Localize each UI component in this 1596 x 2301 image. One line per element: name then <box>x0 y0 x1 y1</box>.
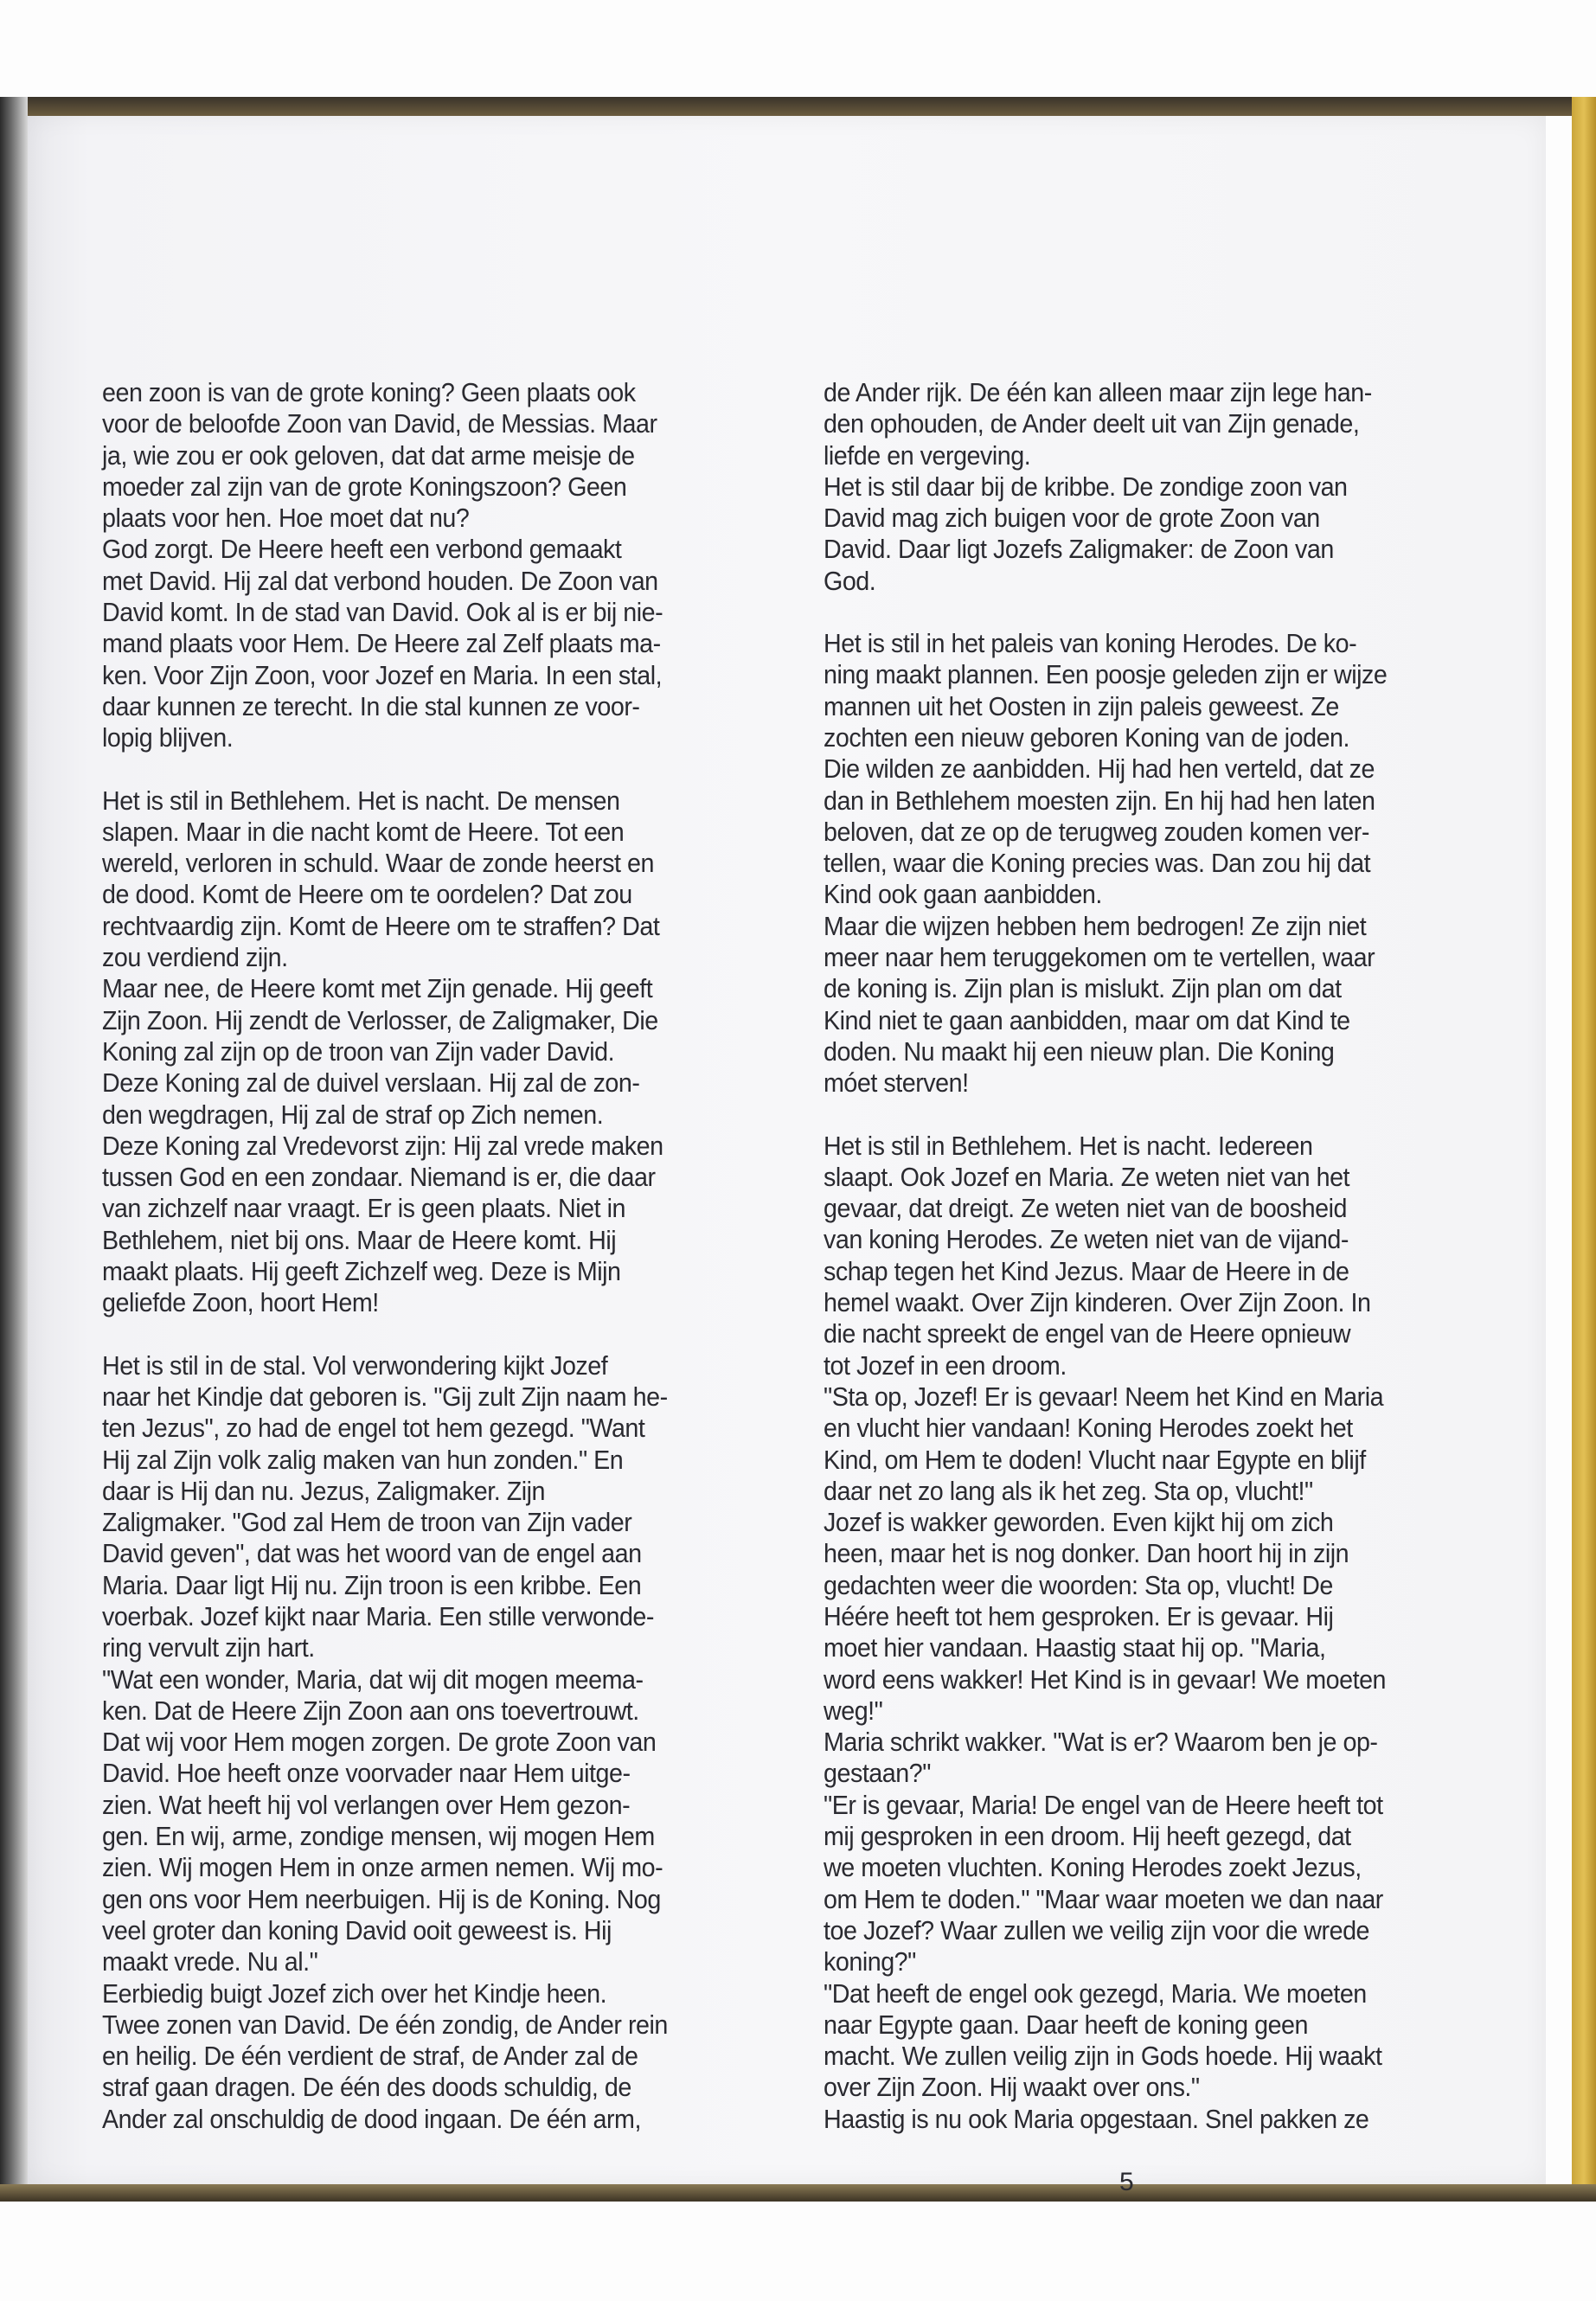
book-cover-edge-right <box>1572 97 1596 2199</box>
paragraph: Het is stil in Bethlehem. Het is nacht. De mensen slapen. Maar in die nacht komt de Heere. Tot een wereld, verloren in schuld. Waar de zonde heerst en de dood. Komt de Heere om te oordelen? Dat zou rechtvaardig zijn. Komt de Heere om te straffen? Dat zou verdiend zijn. Maar nee, de Heere komt met Zijn genade. Hij geeft Zijn Zoon. Hij zendt de Verlosser, de Zaligmaker, Die Koning zal zijn op de troon van Zijn vader David. Deze Koning zal de duivel verslaan. Hij zal de zon- den wegdragen, Hij zal de straf op Zich nemen. Deze Koning zal Vredevorst zijn: Hij zal vrede maken tussen God en een zondaar. Niemand is er, die daar van zichzelf naar vraagt. Er is geen plaats. Niet in Bethlehem, niet bij ons. Maar de Heere komt. Hij maakt plaats. Hij geeft Zichzelf weg. Deze is Mijn geliefde Zoon, hoort Hem! <box>102 785 663 1318</box>
left-text-column <box>102 377 736 2135</box>
paragraph: een zoon is van de grote koning? Geen plaats ook voor de beloofde Zoon van David, de Messias. Maar ja, wie zou er ook geloven, dat dat arme meisje de moeder zal zijn van de grote Koningszoon? Geen plaats voor hen. Hoe moet dat nu? God zorgt. De Heere heeft een verbond gemaakt met David. Hij zal dat verbond houden. De Zoon van David komt. In de stad van David. Ook al is er bij nie- mand plaats voor Hem. De Heere zal Zelf plaats ma- ken. Voor Zijn Zoon, voor Jozef en Maria. In een stal, daar kunnen ze terecht. In die stal kunnen ze voor- lopig blijven. <box>102 378 663 753</box>
book-edge-left <box>0 97 28 2202</box>
right-text-column <box>824 377 1458 2135</box>
book-page <box>28 116 1546 2196</box>
book-edge-top <box>0 97 1596 116</box>
paragraph-break <box>102 1319 736 1350</box>
paragraph-break <box>824 1099 1458 1131</box>
paragraph: Het is stil in het paleis van koning Herodes. De ko- ning maakt plannen. Een poosje geleden zijn er wijze mannen uit het Oosten in zijn paleis geweest. Ze zochten een nieuw geboren Koning van de joden. Die wilden ze aanbidden. Hij had hen verteld, dat ze dan in Bethlehem moesten zijn. En hij had hen laten beloven, dat ze op de terugweg zouden komen ver- tellen, waar die Koning precies was. Dan zou hij dat Kind ook gaan aanbidden. Maar die wijzen hebben hem bedrogen! Ze zijn niet meer naar hem teruggekomen om te vertellen, waar de koning is. Zijn plan is mislukt. Zijn plan om dat Kind niet te gaan aanbidden, maar om dat Kind te doden. Nu maakt hij een nieuw plan. Die Koning móet sterven! <box>824 629 1388 1099</box>
paragraph: Het is stil in Bethlehem. Het is nacht. Iedereen slaapt. Ook Jozef en Maria. Ze weten niet van het gevaar, dat dreigt. Ze weten niet van de boosheid van koning Herodes. Ze weten niet van de vijand- schap tegen het Kind Jezus. Maar de Heere in de hemel waakt. Over Zijn kinderen. Over Zijn Zoon. In die nacht spreekt de engel van de Heere opnieuw tot Jozef in een droom. "Sta op, Jozef! Er is gevaar! Neem het Kind en Maria en vlucht hier vandaan! Koning Herodes zoekt het Kind, om Hem te doden! Vlucht naar Egypte en blijf daar net zo lang als ik het zeg. Sta op, vlucht!" Jozef is wakker geworden. Even kijkt hij om zich heen, maar het is nog donker. Dan hoort hij in zijn gedachten weer die woorden: Sta op, vlucht! De Héére heeft tot hem gesproken. Er is gevaar. Hij moet hier vandaan. Haastig staat hij op. "Maria, word eens wakker! Het Kind is in gevaar! We moeten weg!" Maria schrikt wakker. "Wat is er? Waarom ben je op- gestaan?" "Er is gevaar, Maria! De engel van de Heere heeft tot mij gesproken in een droom. Hij heeft gezegd, dat we moeten vluchten. Koning Herodes zoekt Jezus, om Hem te doden." "Maar waar moeten we dan naar toe Jozef? Waar zullen we veilig zijn voor die wrede koning?" "Dat heeft de engel ook gezegd, Maria. We moeten naar Egypte gaan. Daar heeft de koning geen macht. We zullen veilig zijn in Gods hoede. Hij waakt over Zijn Zoon. Hij waakt over ons." Haastig is nu ook Maria opgestaan. Snel pakken ze <box>824 1131 1387 2134</box>
paragraph: Het is stil in de stal. Vol verwondering kijkt Jozef naar het Kindje dat geboren is. "Gij zult Zijn naam he- ten Jezus", zo had de engel tot hem gezegd. "Want Hij zal Zijn volk zalig maken van hun zonden." En daar is Hij dan nu. Jezus, Zaligmaker. Zijn Zaligmaker. "God zal Hem de troon van Zijn vader David geven", dat was het woord van de engel aan Maria. Daar ligt Hij nu. Zijn troon is een kribbe. Een voerbak. Jozef kijkt naar Maria. Een stille verwonde- ring vervult zijn hart. "Wat een wonder, Maria, dat wij dit mogen meema- ken. Dat de Heere Zijn Zoon aan ons toevertrouwt. Dat wij voor Hem mogen zorgen. De grote Zoon van David. Hoe heeft onze voorvader naar Hem uitge- zien. Wat heeft hij vol verlangen over Hem gezon- gen. En wij, arme, zondige mensen, wij mogen Hem zien. Wij mogen Hem in onze armen nemen. Wij mo- gen ons voor Hem neerbuigen. Hij is de Koning. Nog veel groter dan koning David ooit geweest is. Hij maakt vrede. Nu al." Eerbiedig buigt Jozef zich over het Kindje heen. Twee zonen van David. De één zondig, de Ander rein en heilig. De één verdient de straf, de Ander zal de straf gaan dragen. De één des doods schuldig, de Ander zal onschuldig de dood ingaan. De één arm, <box>102 1350 668 2134</box>
book-edge-bottom <box>0 2184 1596 2202</box>
paragraph-break <box>824 597 1458 628</box>
paragraph-break <box>102 754 736 785</box>
paragraph: de Ander rijk. De één kan alleen maar zijn lege han- den ophouden, de Ander deelt uit van Zijn genade, liefde en vergeving. Het is stil daar bij de kribbe. De zondige zoon van David mag zich buigen voor de grote Zoon van David. Daar ligt Jozefs Zaligmaker: de Zoon van God. <box>824 378 1372 596</box>
page-number: 5 <box>1119 2168 1134 2196</box>
